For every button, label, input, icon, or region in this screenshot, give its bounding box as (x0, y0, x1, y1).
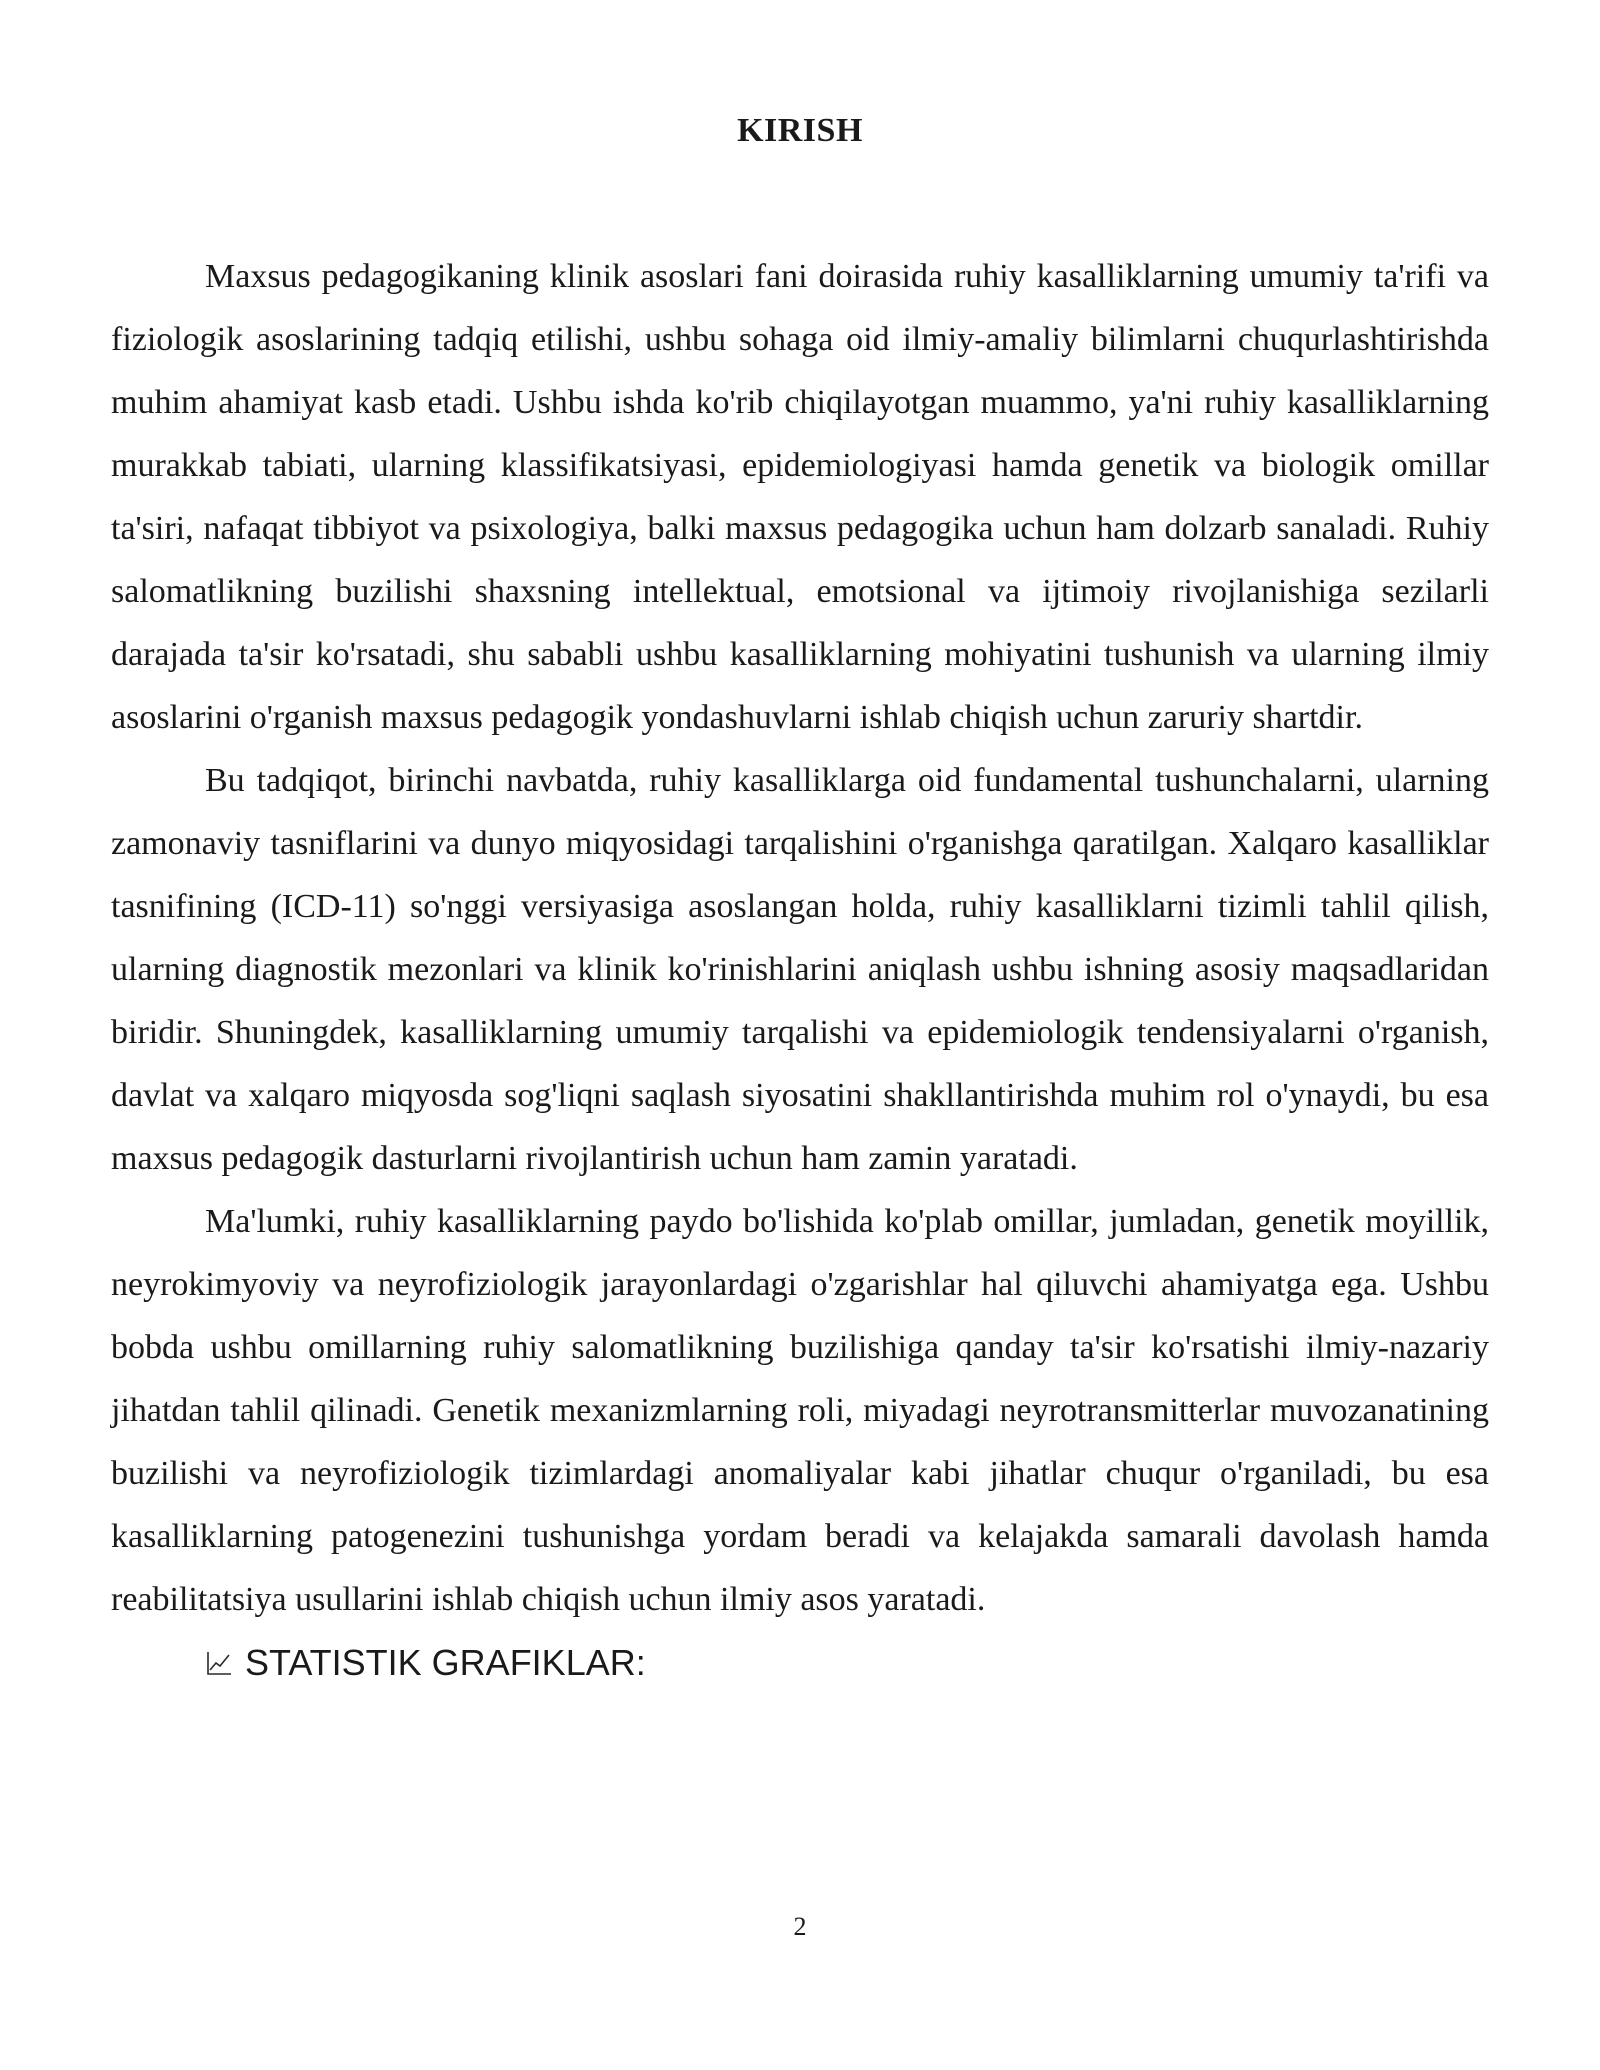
page-number: 2 (793, 1912, 807, 1941)
paragraph-2: Bu tadqiqot, birinchi navbatda, ruhiy kasalliklarga oid fundamental tushunchalarni, ularning zamonaviy tasniflarini va dunyo miqyosidagi tarqalishini o'rganishga qaratilgan. Xalqaro kasalliklar tasnifining (ICD-11) so'nggi versiyasiga asoslangan holda, ruhiy kasalliklarni tizimli tahlil qilish, ularning diagnostik mezonlari va klinik ko'rinishlarini aniqlash ushbu ishning asosiy maqsadlaridan biridir. Shuningdek, kasalliklarning umumiy tarqalishi va epidemiologik tendensiyalarni o'rganish, davlat va xalqaro miqyosda sog'liqni saqlash siyosatini shakllantirishda muhim rol o'ynaydi, bu esa maxsus pedagogik dasturlarni rivojlantirish uchun ham zamin yaratadi. (111, 762, 1489, 1177)
paragraph-1: Maxsus pedagogikaning klinik asoslari fani doirasida ruhiy kasalliklarning umumiy ta'rifi va fiziologik asoslarining tadqiq etilishi, ushbu sohaga oid ilmiy-amaliy bilimlarni chuqurlashtirishda muhim ahamiyat kasb etadi. Ushbu ishda ko'rib chiqilayotgan muammo, ya'ni ruhiy kasalliklarning murakkab tabiati, ularning klassifikatsiyasi, epidemiologiyasi hamda genetik va biologik omillar ta'siri, nafaqat tibbiyot va psixologiya, balki maxsus pedagogika uchun ham dolzarb sanaladi. Ruhiy salomatlikning buzilishi shaxsning intellektual, emotsional va ijtimoiy rivojlanishiga sezilarli darajada ta'sir ko'rsatadi, shu sababli ushbu kasalliklarning mohiyatini tushunish va ularning ilmiy asoslarini o'rganish maxsus pedagogik yondashuvlarni ishlab chiqish uchun zaruriy shartdir. (111, 258, 1489, 736)
statistics-label: STATISTIK GRAFIKLAR: (245, 1642, 646, 1683)
paragraph-3: Ma'lumki, ruhiy kasalliklarning paydo bo'lishida ko'plab omillar, jumladan, genetik moyillik, neyrokimyoviy va neyrofiziologik jarayonlardagi o'zgarishlar hal qiluvchi ahamiyatga ega. Ushbu bobda ushbu omillarning ruhiy salomatlikning buzilishiga qanday ta'sir ko'rsatishi ilmiy-nazariy jihatdan tahlil qilinadi. Genetik mexanizmlarning roli, miyadagi neyrotransmitterlar muvozanatining buzilishi va neyrofiziologik tizimlardagi anomaliyalar kabi jihatlar chuqur o'rganiladi, bu esa kasalliklarning patogenezini tushunishga yordam beradi va kelajakda samarali davolash hamda reabilitatsiya usullarini ishlab chiqish uchun ilmiy asos yaratadi. (111, 1203, 1489, 1618)
statistics-heading (111, 1631, 1489, 1694)
body-text (111, 245, 1489, 1694)
section-heading: KIRISH (737, 112, 863, 149)
chart-increasing-icon (205, 1649, 233, 1677)
